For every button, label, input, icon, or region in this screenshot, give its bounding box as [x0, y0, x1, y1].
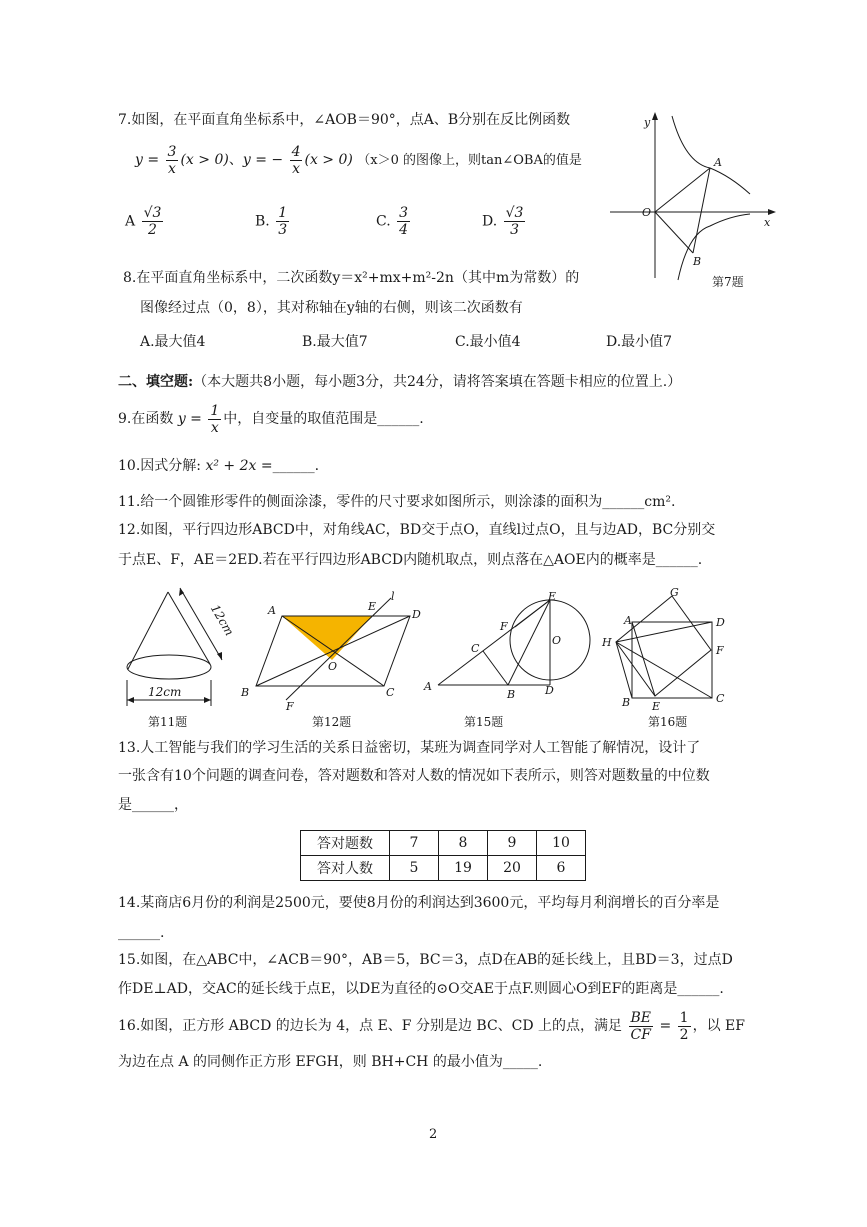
q7-line2-tail: （x＞0 的图像上，则tan∠OBA的值是 [357, 153, 582, 168]
q9-num: 1 [210, 402, 220, 419]
q7-option-d-num: √3 [505, 205, 524, 221]
q10-pre: 10.因式分解: [118, 458, 201, 474]
q12-caption: 第12题 [312, 715, 352, 729]
q16-rnum: 1 [679, 1009, 689, 1026]
q16-den: CF [630, 1026, 651, 1043]
q7-fig-label-a: A [714, 156, 722, 169]
section2-title: 二、填空题: [118, 374, 194, 390]
q7-fig-label-x: x [764, 216, 771, 229]
q15-caption: 第15题 [464, 715, 504, 729]
q16-label-a: A [624, 614, 632, 627]
q9 [118, 398, 424, 440]
q7-option-b-den: 3 [278, 222, 288, 238]
q9-frac [208, 403, 221, 436]
q9-lhs: y = [177, 411, 202, 427]
q16-label-c: C [716, 692, 725, 705]
q7-option-a-den: 2 [148, 222, 157, 238]
q16-label-e: E [652, 700, 661, 713]
q12-line1: 12.如图，平行四边形ABCD中，对角线AC，BD交于点O，直线l过点O，且与边AD，BC分别交 [118, 522, 716, 538]
q7-f1-lhs: y = [135, 152, 160, 168]
q16-label-f: F [716, 644, 724, 657]
q12-label-d: D [412, 608, 421, 621]
cone-base-label: 12cm [148, 685, 182, 699]
q15-label-b: B [507, 688, 516, 701]
q7-option-c-frac [397, 205, 410, 238]
q7-option-a-num: √3 [143, 205, 162, 221]
q8-option-c: C.最小值4 [455, 334, 521, 350]
q10 [118, 456, 319, 476]
q7-figure [600, 108, 785, 293]
q16-post: ，以 EF [692, 1018, 745, 1034]
q12-line2: 于点E、F，AE＝2ED.若在平行四边形ABCD内随机取点，则点落在△AOE内的概率是______. [118, 552, 703, 568]
q12-label-l: l [391, 590, 395, 603]
q15-label-e: E [548, 590, 557, 603]
table-cell: 答对人数 [301, 856, 390, 881]
q16-label-d: D [716, 616, 725, 629]
q15-label-f: F [500, 620, 508, 633]
q16-label-b: B [622, 696, 631, 709]
q7-option-b-num: 1 [278, 205, 288, 221]
q15-line1: 15.如图，在△ABC中，∠ACB＝90°，AB＝5，BC＝3，点D在AB的延长线上，且BD＝3，过点D [118, 952, 733, 968]
q7-option-b [255, 205, 291, 238]
q7-f1-den: x [168, 160, 176, 177]
q16-label-h: H [602, 636, 612, 649]
q9-den: x [210, 419, 219, 436]
q16-line1 [118, 1004, 745, 1048]
q7-sep: 、 [228, 152, 243, 168]
q8-option-a: A.最大值4 [140, 334, 206, 350]
q11-cone-figure [118, 584, 238, 734]
q16-eq: = [659, 1018, 672, 1034]
q12-parallelogram-figure [236, 588, 426, 734]
q8-option-d: D.最小值7 [606, 334, 673, 350]
q10-expr: x² + 2x = [205, 458, 273, 474]
q7-f2-frac [290, 144, 303, 177]
q7-option-b-letter: B. [255, 213, 270, 230]
q7-f2-cond: (x > 0) [304, 152, 353, 168]
q7-fig-label-b: B [693, 255, 702, 268]
q16-caption: 第16题 [648, 715, 688, 729]
q7-option-a-frac [142, 205, 164, 238]
q7-fig-label-o: O [642, 206, 652, 219]
q16-pre: 16.如图，正方形 ABCD 的边长为 4，点 E、F 分别是边 BC、CD 上的点，满足 [118, 1018, 623, 1034]
q7-line1: 7.如图，在平面直角坐标系中，∠AOB＝90°，点A、B分别在反比例函数 [118, 112, 571, 128]
q12-label-a: A [268, 604, 276, 617]
table-cell: 9 [488, 831, 537, 856]
cone-slant-label: 12cm [207, 602, 237, 639]
table-cell: 10 [537, 831, 586, 856]
q12-label-f: F [286, 700, 294, 713]
table-cell: 20 [488, 856, 537, 881]
q7-option-b-frac [276, 205, 289, 238]
q7-line2 [135, 140, 582, 180]
q7-option-c-letter: C. [376, 213, 391, 230]
section2-desc: （本大题共8小题，每小题3分，共24分，请将答案填在答题卡相应的位置上.） [193, 374, 682, 390]
q7-fig-caption: 第7题 [712, 275, 744, 289]
q12-label-e: E [368, 600, 377, 613]
q7-option-d [482, 205, 527, 238]
table-cell: 答对题数 [301, 831, 390, 856]
q13-table [300, 830, 586, 881]
q15-label-o: O [552, 634, 562, 647]
q15-circle-figure [420, 590, 600, 734]
page-number: 2 [429, 1127, 438, 1142]
q7-f1-num: 3 [167, 143, 177, 160]
q7-f2-lhs: y = − [242, 152, 284, 168]
q12-label-o: O [328, 660, 338, 673]
table-cell: 7 [390, 831, 439, 856]
q12-label-b: B [241, 686, 250, 699]
q16-line2: 为边在点 A 的同侧作正方形 EFGH，则 BH+CH 的最小值为_____. [118, 1054, 543, 1070]
q7-option-c-den: 4 [399, 222, 409, 238]
q7-option-d-frac [504, 205, 526, 238]
q13-line2: 一张含有10个问题的调查问卷，答对题数和答对人数的情况如下表所示，则答对题数量的中位数 [118, 768, 710, 784]
q16-squares-figure [596, 588, 746, 734]
q7-option-c [376, 205, 412, 238]
q9-pre: 9.在函数 [118, 411, 174, 427]
q9-post: 中，自变量的取值范围是______. [223, 411, 424, 427]
q8-line2: 图像经过点（0，8），其对称轴在y轴的右侧，则该二次函数有 [140, 300, 523, 316]
q7-option-d-letter: D. [482, 213, 498, 230]
q15-label-d: D [545, 684, 554, 697]
q7-f1-cond: (x > 0) [180, 152, 229, 168]
section2-heading [118, 372, 681, 392]
q7-option-d-den: 3 [510, 222, 520, 238]
table-row [301, 856, 586, 881]
q7-option-c-num: 3 [399, 205, 409, 221]
q14-line1: 14.某商店6月份的利润是2500元，要使8月份的利润达到3600元，平均每月利润增长的百分率是 [118, 895, 720, 911]
q7-f2-num: 4 [291, 143, 301, 160]
q14-line2: ______. [118, 925, 165, 941]
q10-post: ______. [272, 458, 320, 474]
q7-fig-label-y: y [644, 116, 651, 129]
q16-rden: 2 [679, 1026, 689, 1043]
q7-f2-den: x [292, 160, 300, 177]
q15-line2: 作DE⊥AD，交AC的延长线于点E，以DE为直径的⊙O交AE于点F.则圆心O到EF的距离是______. [118, 981, 724, 997]
q13-line1: 13.人工智能与我们的学习生活的关系日益密切，某班为调查同学对人工智能了解情况，设计了 [118, 740, 701, 756]
table-cell: 19 [439, 856, 488, 881]
cone-caption: 第11题 [148, 715, 188, 729]
q8-option-b: B.最大值7 [302, 334, 368, 350]
table-cell: 5 [390, 856, 439, 881]
q16-frac-rhs [678, 1010, 691, 1043]
q8-line1: 8.在平面直角坐标系中，二次函数y＝x²+mx+m²-2n（其中m为常数）的 [123, 270, 580, 286]
table-row [301, 831, 586, 856]
q7-option-a [125, 205, 165, 238]
q16-label-g: G [670, 588, 679, 599]
table-cell: 8 [439, 831, 488, 856]
q16-frac-lhs [629, 1010, 654, 1043]
q7-option-a-letter: A [125, 213, 136, 230]
q16-num: BE [630, 1009, 652, 1026]
q7-f1-frac [166, 144, 179, 177]
q12-label-c: C [386, 686, 395, 699]
q15-label-c: C [471, 642, 480, 655]
q11: 11.给一个圆锥形零件的侧面涂漆，零件的尺寸要求如图所示，则涂漆的面积为______cm². [118, 494, 676, 510]
q13-line3: 是______， [118, 797, 188, 813]
q15-label-a: A [424, 680, 432, 693]
table-cell: 6 [537, 856, 586, 881]
